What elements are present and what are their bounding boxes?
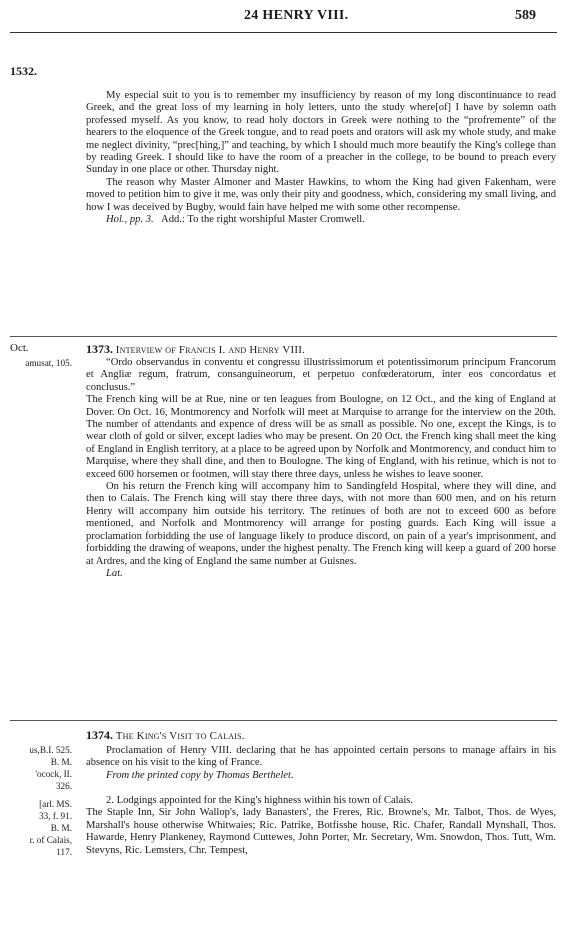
entry-title: The King's Visit to Calais.: [115, 730, 245, 742]
entry-paragraph: The French king will be at Rue, nine or ten leagues from Boulogne, on 12 Oct., and the king of England at Dover. On Oct. 16, Montmorency and Norfolk will meet at Marquise to arrange for the interview on the 20th. The number of attendants and expence of dress will be as small as possible. No one, except the Kings, is to wear cloth of gold or silver, except ladies who may be present. On 20 Oct. the French king shall meet the king of England in English territory, at a place to be agreed upon by Norfolk and Montmorency, and conduct him to Marquise, where they shall dine, and then to Boulogne. The king of England, with his retinue, which is not to exceed 600 horsemen or footmen, will stay there three days, unless he wishes to leave sooner.: [86, 394, 556, 480]
section-rule: [10, 720, 557, 721]
letter-address: Add.: To the right worshipful Master Cromwell.: [161, 214, 365, 226]
margin-reference: [arl. MS.: [39, 799, 72, 809]
entry-body: [86, 795, 556, 857]
letter-body: [86, 90, 556, 226]
latin-title: “Ordo observandus in conventu et congressu illustrissimorum et potentissimorum principum Francorum et Angliæ regum, fratrum, consanguineorum, et perpetuo confœderatorum, inter eos concordatus et conclusus.”: [86, 357, 556, 393]
header-rule: [10, 32, 557, 33]
entry-paragraph: The Staple Inn, Sir John Wallop's, lady Banasters', the Freres, Ric. Browne's, Mr. Talbot, Thos. de Wyes, Marshall's house otherwise Whitwaies; Ric. Patrike, Botfisshe house, Ric. Chafer, Randall Mynshall, Thos. Hawarde, Henry Plankeney, Raymond Cuttewes, John Porter, Mr. Secretary, Wm. Snowdon, Thos. Tutt, Wm. Stevyns, Ric. Lemsters, Chr. Tempest,: [86, 807, 556, 856]
entry-heading: [86, 728, 245, 743]
margin-reference: 'ocock, II.: [35, 769, 72, 779]
margin-reference: 326.: [55, 781, 72, 791]
margin-reference: amusat, 105.: [25, 358, 72, 368]
entry-title: Interview of Francis I. and Henry VIII.: [115, 344, 306, 356]
entry-number: 1374.: [86, 728, 113, 742]
entry-paragraph: Proclamation of Henry VIII. declaring that he has appointed certain persons to manage affairs in his absence on his visit to the king of France.: [86, 745, 556, 769]
letter-source: Hol., pp. 3.: [106, 214, 154, 226]
section-rule: [10, 336, 557, 337]
running-title: 24 HENRY VIII.: [244, 8, 349, 23]
page-number: 589: [515, 8, 536, 23]
margin-reference: B. M.: [50, 757, 72, 767]
margin-reference-block: [0, 744, 72, 792]
margin-reference: us,B.I. 525.: [29, 745, 72, 755]
entry-paragraph-lead: 2. Lodgings appointed for the King's highness within his town of Calais.: [106, 795, 414, 806]
margin-reference: B. M.: [50, 823, 72, 833]
letter-paragraph: The reason why Master Almoner and Master Hawkins, to whom the King had given Fakenham, were moved to petition him to give it me, was only their pity and goodness, which, considering my small living, and how I was deceived by Bugby, would fain have helped me with some other recompense.: [86, 176, 556, 213]
entry-body: [86, 745, 556, 782]
entry-heading: [86, 342, 305, 357]
entry-source: Lat.: [106, 567, 123, 579]
letter-source-line: [86, 214, 556, 226]
month-marker: Oct.: [10, 342, 29, 354]
entry-paragraph: On his return the French king will accompany him to Sandingfeld Hospital, where they will dine, and then to Calais. The French king will stay there three days, with not more than 600 men, and on his return Henry will accompany him outside his territory. The retinues of both are not to exceed 600 as before mentioned, and Norfolk and Montmorency will arrange for posting guards. Each King will issue a proclamation forbidding the use of language likely to produce discord, on pain of a year's imprisonment, and forbidding the drawing of weapons, under the highest penalty. The French king will keep a guard of 200 horse at Ardres, and the king of England the same number at Guisnes.: [86, 481, 556, 567]
entry-source: From the printed copy by Thomas Berthelet.: [106, 769, 294, 781]
entry-number: 1373.: [86, 342, 113, 356]
entry-body: [86, 357, 556, 580]
margin-reference-block: [0, 798, 72, 858]
year-marker: 1532.: [10, 64, 37, 78]
margin-reference: 117.: [56, 847, 72, 857]
margin-reference: 33, f. 91.: [39, 811, 72, 821]
margin-reference: r. of Calais,: [29, 835, 72, 845]
letter-paragraph: My especial suit to you is to remember my insufficiency by reason of my long discontinuance to read Greek, and the great loss of my learning in holy letters, unto the study where[of] I have by solemn oath professed myself. As you know, to read holy doctors in Greek were nothing to the “profremente” of the hearers to the eloquence of the Greek tongue, and to read poets and orators will ask my whole study, and make me neglect divinity, “prec[hing,]” and teaching, by which I should much more beautify the King's college than by reading Greek. I should like to have the room of a preacher in the college, to be bound to preach every Sunday in one place or other. Thursday night.: [86, 90, 556, 176]
